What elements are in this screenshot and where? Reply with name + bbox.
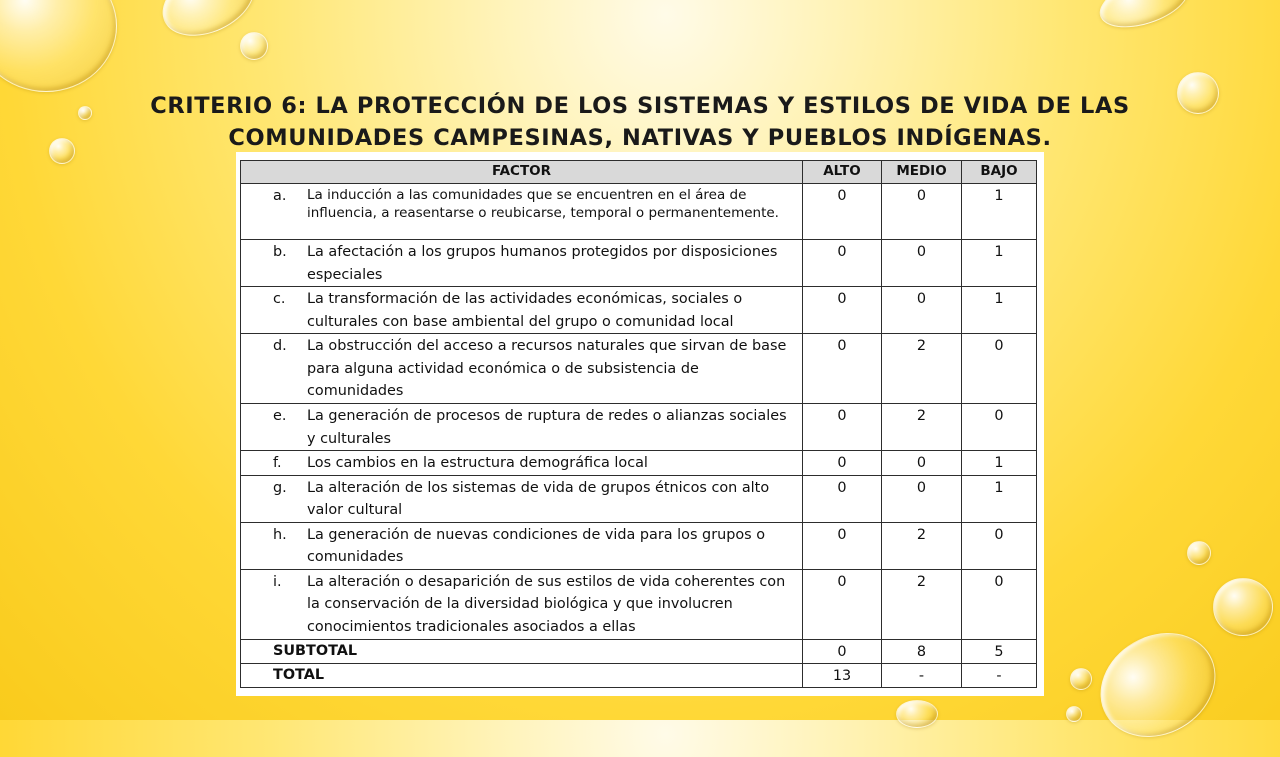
- alto-value: 0: [803, 334, 882, 404]
- criteria-table: [240, 160, 1037, 688]
- table-row: [241, 475, 1037, 522]
- factor-cell: [241, 287, 803, 334]
- subtotal-alto: 0: [803, 639, 882, 663]
- factor-text: La alteración o desaparición de sus estilos de vida coherentes con la conservación de la diversidad biológica y que involucren conocimientos tradicionales asociados a ellas: [307, 573, 786, 635]
- factor-label: b.: [273, 244, 287, 260]
- factor-cell: [241, 475, 803, 522]
- table-row: [241, 404, 1037, 451]
- bajo-value: 1: [962, 451, 1037, 476]
- factor-label: i.: [273, 573, 282, 590]
- factor-label: h.: [273, 526, 287, 543]
- water-droplet: [78, 106, 92, 120]
- bajo-value: 0: [962, 569, 1037, 639]
- factor-text: La alteración de los sistemas de vida de grupos étnicos con alto valor cultural: [307, 479, 770, 518]
- alto-value: 0: [803, 475, 882, 522]
- medio-value: 0: [882, 287, 962, 334]
- medio-value: 0: [882, 475, 962, 522]
- factor-text: La generación de procesos de ruptura de redes o alianzas sociales y culturales: [307, 408, 787, 447]
- water-droplet: [1070, 668, 1092, 690]
- factor-label: d.: [273, 338, 287, 354]
- subtotal-bajo: 5: [962, 639, 1037, 663]
- table-row: [241, 240, 1037, 287]
- alto-value: 0: [803, 287, 882, 334]
- medio-value: 0: [882, 451, 962, 476]
- alto-value: 0: [803, 240, 882, 287]
- factor-text: La transformación de las actividades económicas, sociales o culturales con base ambiental del grupo o comunidad local: [307, 291, 743, 330]
- factor-text: La obstrucción del acceso a recursos naturales que sirvan de base para alguna actividad económica o de subsistencia de comunidades: [307, 338, 787, 399]
- alto-value: 0: [803, 569, 882, 639]
- factor-label: g.: [273, 479, 287, 496]
- subtotal-label: SUBTOTAL: [241, 639, 803, 663]
- water-droplet: [896, 700, 938, 728]
- factor-cell: [241, 522, 803, 569]
- medio-value: 2: [882, 522, 962, 569]
- bajo-value: 0: [962, 404, 1037, 451]
- header-alto: ALTO: [803, 161, 882, 184]
- table-row: [241, 184, 1037, 240]
- table-row: [241, 451, 1037, 476]
- subtotal-row: [241, 639, 1037, 663]
- alto-value: 0: [803, 404, 882, 451]
- header-medio: MEDIO: [882, 161, 962, 184]
- medio-value: 2: [882, 334, 962, 404]
- water-droplet: [49, 138, 75, 164]
- medio-value: 2: [882, 569, 962, 639]
- factor-text: La inducción a las comunidades que se encuentren en el área de influencia, a reasentarse o reubicarse, temporal o permanentemente.: [307, 187, 779, 221]
- water-droplet: [240, 32, 268, 60]
- criteria-table-image: [236, 152, 1044, 696]
- factor-cell: [241, 334, 803, 404]
- factor-cell: [241, 184, 803, 240]
- table-row: [241, 334, 1037, 404]
- slide-title: CRITERIO 6: LA PROTECCIÓN DE LOS SISTEMAS Y ESTILOS DE VIDA DE LAS COMUNIDADES CAMPESINAS, NATIVAS Y PUEBLOS INDÍGENAS.: [150, 93, 1130, 151]
- header-bajo: BAJO: [962, 161, 1037, 184]
- factor-label: f.: [273, 455, 282, 471]
- factor-cell: [241, 451, 803, 476]
- factor-label: e.: [273, 408, 287, 424]
- water-droplet: [1082, 613, 1235, 757]
- water-droplet: [1177, 72, 1219, 114]
- factor-text: Los cambios en la estructura demográfica local: [307, 455, 648, 471]
- bajo-value: 0: [962, 334, 1037, 404]
- table-row: [241, 522, 1037, 569]
- total-alto: 13: [803, 663, 882, 687]
- water-droplet: [1213, 578, 1273, 636]
- factor-text: La generación de nuevas condiciones de vida para los grupos o comunidades: [307, 526, 766, 565]
- water-droplet: [1187, 541, 1211, 565]
- bajo-value: 0: [962, 522, 1037, 569]
- total-bajo: -: [962, 663, 1037, 687]
- total-row: [241, 663, 1037, 687]
- factor-label: a.: [273, 188, 287, 204]
- table-row: [241, 287, 1037, 334]
- factor-cell: [241, 240, 803, 287]
- bajo-value: 1: [962, 184, 1037, 240]
- table-header-row: [241, 161, 1037, 184]
- bajo-value: 1: [962, 287, 1037, 334]
- bajo-value: 1: [962, 475, 1037, 522]
- medio-value: 2: [882, 404, 962, 451]
- factor-text: La afectación a los grupos humanos protegidos por disposiciones especiales: [307, 244, 778, 283]
- bajo-value: 1: [962, 240, 1037, 287]
- table-row: [241, 569, 1037, 639]
- header-factor: FACTOR: [241, 161, 803, 184]
- alto-value: 0: [803, 522, 882, 569]
- total-label: TOTAL: [241, 663, 803, 687]
- medio-value: 0: [882, 240, 962, 287]
- medio-value: 0: [882, 184, 962, 240]
- factor-cell: [241, 569, 803, 639]
- alto-value: 0: [803, 184, 882, 240]
- alto-value: 0: [803, 451, 882, 476]
- factor-cell: [241, 404, 803, 451]
- factor-label: c.: [273, 291, 286, 307]
- water-droplet: [0, 0, 117, 92]
- water-droplet: [1093, 0, 1194, 37]
- subtotal-medio: 8: [882, 639, 962, 663]
- total-medio: -: [882, 663, 962, 687]
